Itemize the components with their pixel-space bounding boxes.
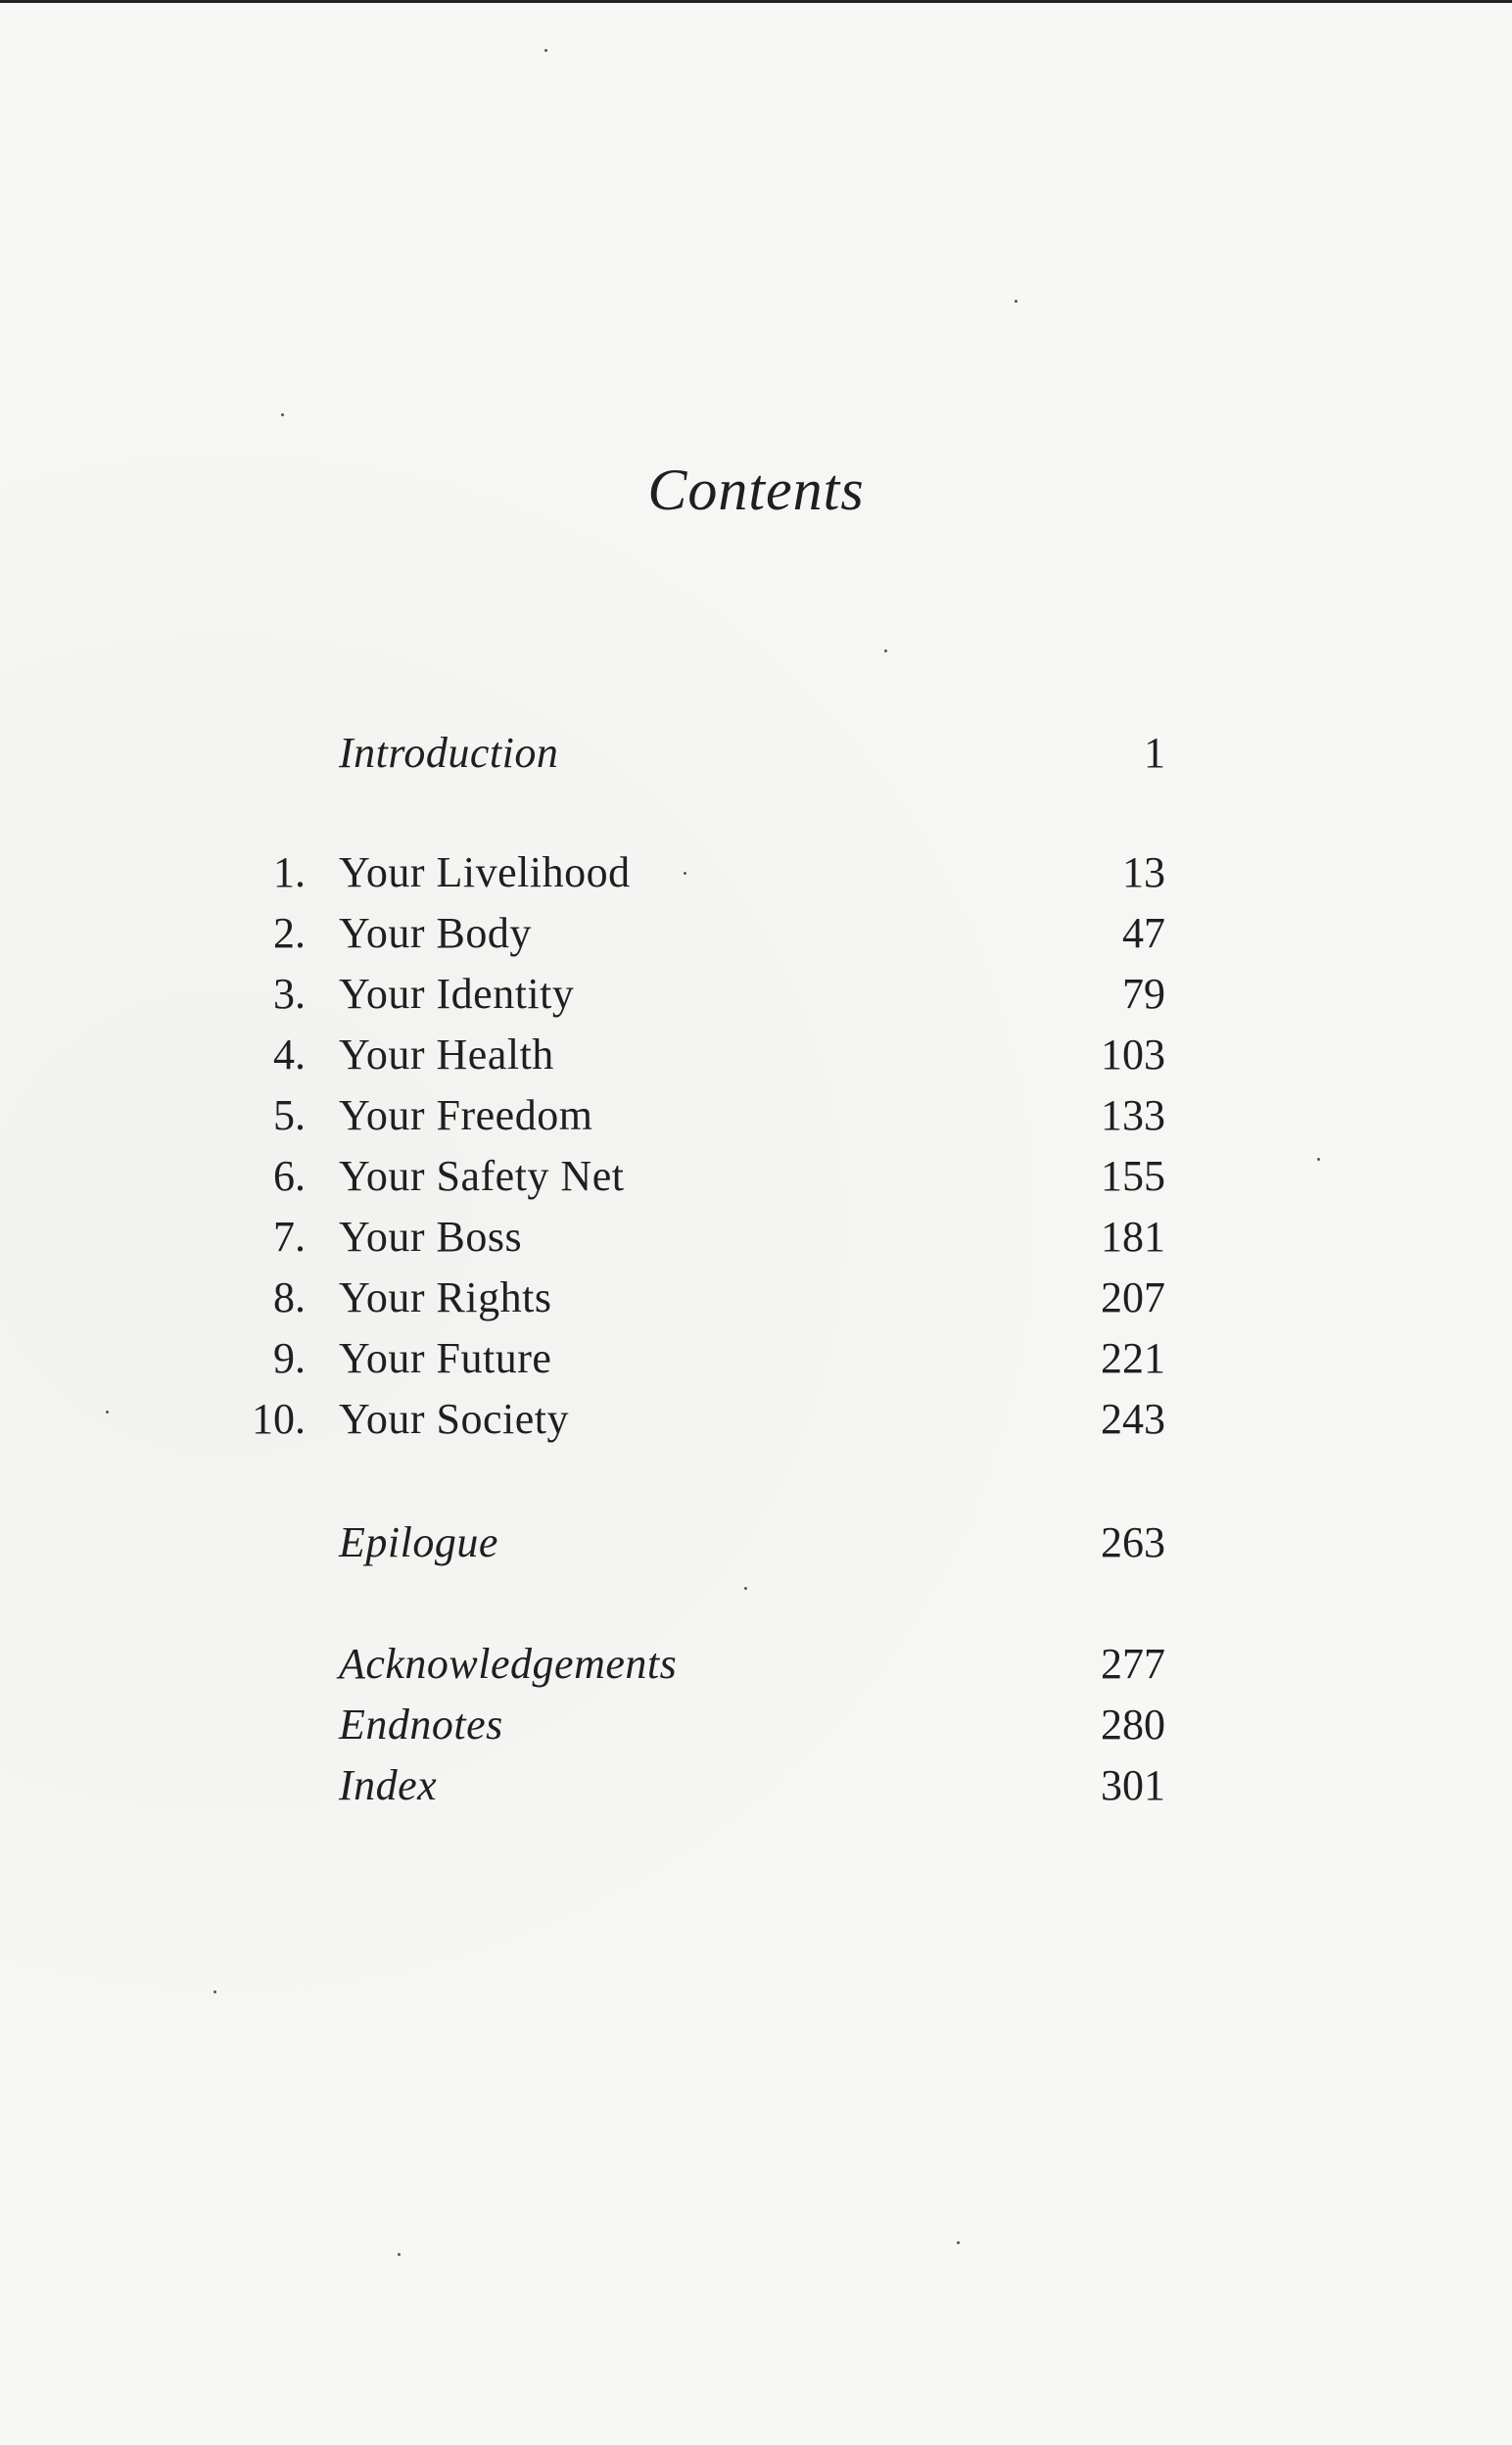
chapter-number: 1. [273, 848, 306, 896]
toc-chapter-row [0, 1085, 1512, 1146]
entry-title: Your Society [339, 1395, 570, 1443]
entry-title: Your Livelihood [339, 848, 631, 896]
chapter-number: 8. [273, 1273, 306, 1321]
page-number: 207 [1101, 1273, 1165, 1321]
toc-chapter-row [0, 1328, 1512, 1389]
scan-speck [281, 413, 284, 416]
chapter-number: 7. [273, 1213, 306, 1261]
entry-title: Your Boss [339, 1213, 523, 1261]
page-number: 155 [1101, 1152, 1165, 1200]
chapter-number: 2. [273, 909, 306, 957]
page-title: Contents [647, 457, 865, 522]
toc-section-row [0, 1512, 1512, 1573]
entry-title: Your Identity [339, 970, 575, 1018]
page-top-edge [0, 0, 1512, 3]
page-number: 301 [1101, 1761, 1165, 1809]
scan-speck [744, 1587, 747, 1590]
page-number: 47 [1122, 909, 1165, 957]
page-number: 243 [1101, 1395, 1165, 1443]
entry-title: Your Safety Net [339, 1152, 625, 1200]
page-number: 280 [1101, 1701, 1165, 1749]
toc-chapter-row [0, 964, 1512, 1025]
page-number: 13 [1122, 848, 1165, 896]
toc-chapter-row [0, 1268, 1512, 1328]
chapter-number: 4. [273, 1031, 306, 1079]
entry-title: Your Future [339, 1334, 552, 1382]
entry-title: Your Health [339, 1031, 554, 1079]
scan-speck [544, 49, 547, 52]
toc-section-row [0, 1755, 1512, 1816]
page-number: 181 [1101, 1213, 1165, 1261]
chapter-number: 5. [273, 1091, 306, 1139]
entry-title: Epilogue [339, 1518, 498, 1566]
page-number: 79 [1122, 970, 1165, 1018]
entry-title: Your Freedom [339, 1091, 593, 1139]
scan-speck [213, 1990, 216, 1993]
toc-section-row [0, 1695, 1512, 1755]
entry-title: Index [339, 1761, 438, 1809]
chapter-number: 10. [252, 1395, 306, 1443]
page-number: 263 [1101, 1518, 1165, 1566]
scan-speck [1015, 300, 1017, 303]
toc-chapter-row [0, 1207, 1512, 1268]
toc-chapter-row [0, 1146, 1512, 1207]
chapter-number: 9. [273, 1334, 306, 1382]
toc-chapter-row [0, 842, 1512, 903]
toc-section-row [0, 1634, 1512, 1695]
page-number: 1 [1144, 729, 1165, 777]
scan-speck [957, 2241, 960, 2244]
toc-chapter-row [0, 903, 1512, 964]
scan-speck [684, 872, 686, 875]
toc-chapter-row [0, 1025, 1512, 1085]
toc-section-row [0, 723, 1512, 784]
page-number: 277 [1101, 1640, 1165, 1688]
toc-chapter-row [0, 1389, 1512, 1450]
chapter-number: 3. [273, 970, 306, 1018]
entry-title: Acknowledgements [339, 1640, 678, 1688]
chapter-number: 6. [273, 1152, 306, 1200]
entry-title: Your Body [339, 909, 532, 957]
entry-title: Endnotes [339, 1701, 503, 1749]
scan-speck [106, 1411, 109, 1414]
scan-speck [398, 2253, 401, 2256]
scan-speck [884, 649, 887, 652]
page-number: 221 [1101, 1334, 1165, 1382]
entry-title: Introduction [339, 729, 559, 777]
scan-speck [1317, 1158, 1320, 1161]
page-number: 103 [1101, 1031, 1165, 1079]
entry-title: Your Rights [339, 1273, 552, 1321]
page-number: 133 [1101, 1091, 1165, 1139]
